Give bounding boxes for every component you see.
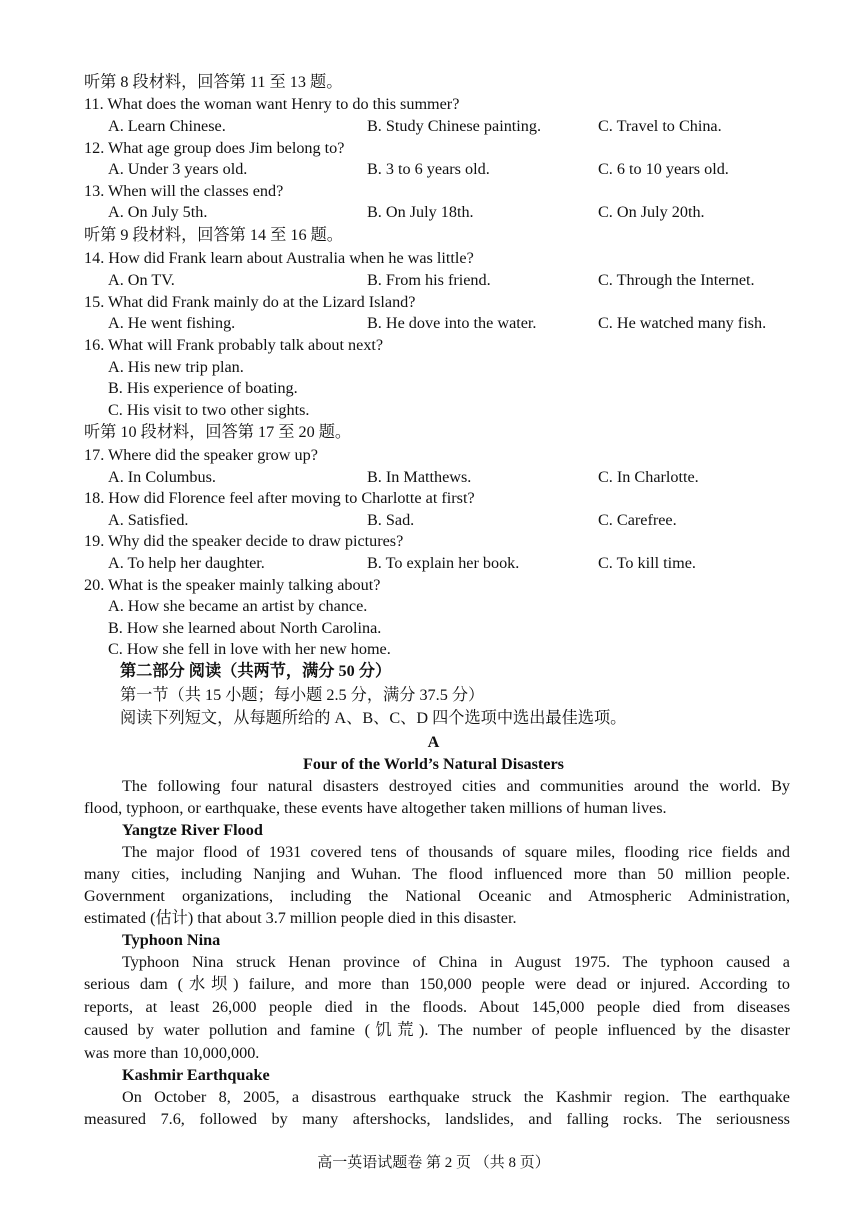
option-a: A. His new trip plan. [108,358,244,376]
option-b: B. In Matthews. [367,468,472,486]
option-c: C. His visit to two other sights. [108,401,310,419]
option-c: C. On July 20th. [598,203,705,221]
option-b: B. He dove into the water. [367,314,537,332]
option-a: A. In Columbus. [108,468,216,486]
section-heading: 听第 10 段材料，回答第 17 至 20 题。 [84,423,352,441]
option-c: C. Through the Internet. [598,271,755,289]
question-12: 12. What age group does Jim belong to? [84,139,345,157]
option-b: B. How she learned about North Carolina. [108,619,382,637]
question-17: 17. Where did the speaker grow up? [84,446,318,464]
paragraph-line: measured 7.6, followed by many aftershocks, landslides, and falling rocks. The seriousness [84,1110,790,1128]
option-a: A. On July 5th. [108,203,208,221]
paragraph-line: On October 8, 2005, a disastrous earthquake struck the Kashmir region. The earthquake [122,1088,790,1106]
option-a: A. On TV. [108,271,175,289]
intro-line-2: flood, typhoon, or earthquake, these events have altogether taken millions of human lives. [84,799,667,817]
passage-letter: A [427,733,440,751]
question-14: 14. How did Frank learn about Australia when he was little? [84,249,474,267]
question-19: 19. Why did the speaker decide to draw pictures? [84,532,404,550]
paragraph-line: serious dam (水坝) failure, and more than 150,000 people were dead or injured. According to [84,975,790,993]
question-11: 11. What does the woman want Henry to do this summer? [84,95,460,113]
passage-title: Four of the World’s Natural Disasters [303,755,564,773]
option-b: B. Study Chinese painting. [367,117,542,135]
paragraph-line: The major flood of 1931 covered tens of thousands of square miles, flooding rice fields and [122,843,790,861]
option-b: B. Sad. [367,511,415,529]
option-b: B. From his friend. [367,271,491,289]
question-20: 20. What is the speaker mainly talking about? [84,576,381,594]
option-b: B. His experience of boating. [108,379,298,397]
question-13: 13. When will the classes end? [84,182,284,200]
section-heading: 听第 8 段材料，回答第 11 至 13 题。 [84,73,343,91]
heading-kashmir: Kashmir Earthquake [122,1066,270,1084]
heading-yangtze: Yangtze River Flood [122,821,263,839]
question-18: 18. How did Florence feel after moving to Charlotte at first? [84,489,475,507]
paragraph-line: was more than 10,000,000. [84,1044,260,1062]
question-15: 15. What did Frank mainly do at the Lizard Island? [84,293,416,311]
page-footer: 高一英语试题卷 第 2 页 （共 8 页） [317,1155,550,1171]
paragraph-line: many cities, including Nanjing and Wuhan. The flood influenced more than 50 million people. [84,865,790,883]
option-c: C. To kill time. [598,554,696,572]
section-heading: 听第 9 段材料，回答第 14 至 16 题。 [84,226,343,244]
option-c: C. Carefree. [598,511,677,529]
option-c: C. He watched many fish. [598,314,767,332]
option-a: A. Satisfied. [108,511,189,529]
option-a: A. Under 3 years old. [108,160,248,178]
paragraph-line: Typhoon Nina struck Henan province of China in August 1975. The typhoon caused a [122,953,790,971]
option-a: A. To help her daughter. [108,554,265,572]
option-c: C. How she fell in love with her new home. [108,640,391,658]
paragraph-line: caused by water pollution and famine (饥荒). The number of people influenced by the disaster [84,1021,790,1039]
option-b: B. 3 to 6 years old. [367,160,490,178]
paragraph-line: Government organizations, including the National Oceanic and Atmospheric Administration, [84,887,790,905]
option-a: A. How she became an artist by chance. [108,597,368,615]
option-c: C. In Charlotte. [598,468,699,486]
option-c: C. 6 to 10 years old. [598,160,729,178]
heading-nina: Typhoon Nina [122,931,221,949]
paragraph-line: reports, at least 26,000 people died in the floods. About 145,000 people died from diseases [84,998,790,1016]
paragraph-line: estimated (估计) that about 3.7 million people died in this disaster. [84,909,517,927]
option-b: B. On July 18th. [367,203,474,221]
part-title: 第二部分 阅读（共两节，满分 50 分） [120,662,392,680]
option-c: C. Travel to China. [598,117,722,135]
option-a: A. He went fishing. [108,314,236,332]
section-title: 第一节（共 15 小题；每小题 2.5 分，满分 37.5 分） [120,686,485,704]
instruction: 阅读下列短文，从每题所给的 A、B、C、D 四个选项中选出最佳选项。 [120,709,627,727]
option-a: A. Learn Chinese. [108,117,226,135]
intro-line-1: The following four natural disasters destroyed cities and communities around the world. By [122,777,790,795]
question-16: 16. What will Frank probably talk about next? [84,336,384,354]
option-b: B. To explain her book. [367,554,520,572]
